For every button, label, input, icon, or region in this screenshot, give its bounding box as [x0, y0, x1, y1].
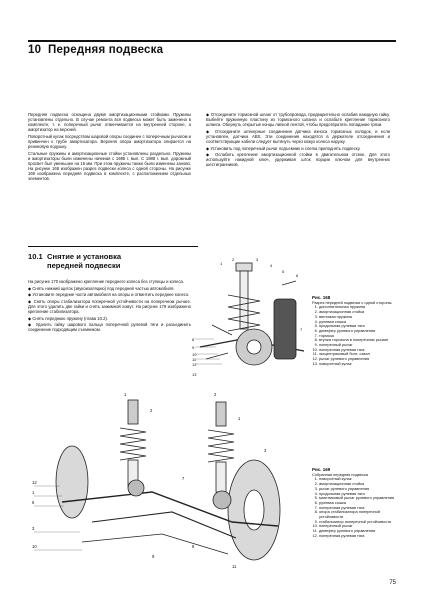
svg-text:6: 6	[32, 500, 35, 505]
right-strut-top	[216, 402, 226, 426]
legend-item: 7. тормоза	[319, 334, 398, 339]
legend-item: 13. поворотный кулак	[319, 362, 398, 367]
right-strut	[216, 462, 226, 492]
svg-text:13: 13	[192, 372, 197, 377]
paragraph: ◆ Установите передние части автомобиля на опоры и отвинтить переднее колесо.	[28, 292, 190, 298]
legend-item: 1. поворотный кулак	[319, 477, 398, 482]
paragraph: ◆ Ослабить крепление амортизационной стойки в двигательном отсеке. Для этого используйте накидной ключ, удерживая шток порции ключом для внутренних шестигранников.	[206, 152, 390, 168]
figure-169-illustration	[32, 372, 300, 572]
paragraph: ◆ Снять нижний щиток (звукоизоляцию) под передней частью автомобиля.	[28, 285, 175, 291]
svg-text:12: 12	[32, 480, 37, 485]
legend-item: 3. винтовая пружина	[319, 315, 398, 320]
svg-text:1: 1	[32, 490, 35, 495]
legend-item: 6. демпфер рулевого управления	[319, 329, 398, 334]
top-mount	[236, 263, 252, 271]
svg-text:8: 8	[192, 544, 195, 549]
svg-text:6: 6	[296, 273, 299, 278]
legend-item: 4. продольная рулевая тяга	[319, 492, 398, 497]
svg-text:4: 4	[270, 263, 273, 268]
figure-caption-text: Собранная передняя подвеска	[312, 471, 368, 477]
svg-text:11: 11	[192, 357, 197, 362]
section-rule	[28, 246, 198, 247]
header-rule	[28, 40, 396, 42]
svg-text:10: 10	[192, 352, 197, 357]
svg-text:1: 1	[220, 261, 223, 266]
chapter-number: 10	[28, 44, 42, 56]
left-wheel	[56, 446, 88, 518]
svg-text:7: 7	[182, 476, 185, 481]
legend-item: 7. поперечная рулевая тяга	[319, 506, 398, 511]
legend-item: 3. рычаг рулевого управления	[319, 487, 398, 492]
paragraph: ◆ Снять опоры стабилизатора поперечной устойчивости на поперечном рычаге. Для этого удалить две гайки и снять зажимной хомут. На рисунке 179 изображено крепление стабилизатора.	[28, 298, 191, 314]
svg-text:2: 2	[214, 392, 217, 397]
paragraph: На рисунке 170 изображено крепление переднего колеса без ступицы и колеса.	[28, 279, 185, 284]
legend-item: 11. демпфер рулевого управления	[319, 529, 398, 534]
paragraph: ◆ Отсоедините штекерные соединения датчика износа тормозных колодок, и если установлен, датчика ABS. Эти соединения находятся в держателе отсоединения и соответствующие кабели следует вытянуть через кожух колеса наружу.	[206, 128, 390, 144]
svg-text:11: 11	[232, 564, 237, 569]
paragraph: ◆ Удалить гайку шарового пальца поперечной рулевой тяги и разъединить соединение подходящим съемником.	[28, 322, 191, 333]
svg-text:3: 3	[264, 448, 267, 453]
figure-168-illustration	[192, 255, 310, 383]
svg-text:5: 5	[282, 269, 285, 274]
intro-left-column	[28, 112, 191, 183]
paragraph: Стальные пружины и амортизационные стойки установлены раздельно. Пружины и амортизаторы были изменены начиная с 1985 г. вып. С 1988 г. вып. дорожный просвет был уменьшен на 15 мм. При этом пружины также были изменены заново. На рисунке 168 изображен разрез подвески колеса с одной стороны. На рисунке 169 изображена передняя подвеска в комплекте, с расположением отдельных элементов.	[28, 150, 191, 182]
paragraph: Поворотный кулак посредством шаровой опоры соединен с поперечным рычагом и привинчен к трубе амортизатора. Верхняя опора амортизатора опирается на резиновую подушку.	[28, 133, 191, 150]
left-strut-top	[128, 400, 138, 424]
figure-label: Рис. 169	[312, 467, 331, 472]
legend-item: 2. амортизационная стойка	[319, 310, 398, 315]
paragraph: ◆ Установить под поперечный рычаг подъемник и слегка приподнять подвеску.	[206, 145, 361, 151]
left-spring	[120, 428, 146, 460]
svg-text:2: 2	[232, 257, 235, 262]
figure-168-caption	[312, 296, 398, 367]
chapter-name: Передняя подвеска	[48, 44, 164, 56]
section-title	[28, 253, 121, 270]
svg-text:1: 1	[238, 416, 241, 421]
legend-item: 5. продольная рулевая тяга	[319, 324, 398, 329]
strut-tube	[240, 271, 248, 329]
figure-caption-text: Разрез передней подвески с одной стороны.	[312, 299, 393, 305]
section-title-line2: передней подвески	[47, 260, 121, 270]
legend-item: 9. стабилизатор поперечной устойчивости	[319, 520, 398, 525]
figure-label: Рис. 168	[312, 295, 331, 300]
svg-text:1: 1	[124, 392, 127, 397]
legend-item: 12. рычаг рулевого управления	[319, 357, 398, 362]
svg-text:3: 3	[32, 526, 35, 531]
section-title-line1: Снятие и установка	[47, 252, 122, 261]
svg-text:10: 10	[32, 544, 37, 549]
legend-item: 6. рулевая сошка	[319, 501, 398, 506]
paragraph: Передняя подвеска оснащена двумя амортизационными стойками. Пружины установлены отдельно. В случае ремонта вся подвеска может быть заменена в комплекте, т. е. поперечный рычаг отвинчивается на внутренней стороне, а амортизатор на верхней.	[28, 112, 191, 133]
svg-text:9: 9	[152, 554, 155, 559]
legend-item: 2. амортизационная стойка	[319, 482, 398, 487]
section-number: 10.1	[28, 252, 43, 261]
right-spring	[208, 430, 234, 462]
figure-legend	[312, 477, 398, 538]
svg-text:7: 7	[300, 327, 303, 332]
lower-arm	[82, 534, 228, 554]
legend-item: 11. эксцентриковый болт, схвал	[319, 352, 398, 357]
figure-169-caption	[312, 468, 398, 539]
legend-item: 8. втулка торсиона в поперечном рычаге	[319, 338, 398, 343]
legend-item: 8. опора стабилизатора поперечной устойчивости	[319, 510, 398, 519]
legend-item: 9. поперечный рычаг	[319, 343, 398, 348]
section-column	[28, 279, 191, 334]
legend-item: 12. поперечная рулевая тяга	[319, 534, 398, 539]
intro-right-column	[206, 112, 390, 169]
legend-item: 5. маятниковый рычаг рулевого управления	[319, 496, 398, 501]
svg-text:9: 9	[192, 345, 195, 350]
svg-text:12: 12	[192, 362, 197, 367]
wheel	[274, 299, 296, 359]
paragraph: ◆ Отсоедините тормозной шланг от трубопровода, предварительно ослабив накидную гайку. Выбейте пружинную пластину из тормозного шланга и ослабьте крепление тормозного шланга. Обернуть открытые концы липкой лентой, чтобы предотвратить попадание грязи.	[206, 112, 390, 128]
svg-text:8: 8	[192, 337, 195, 342]
legend-item: 1. дополнительная пружина	[319, 305, 398, 310]
chapter-title	[28, 44, 163, 56]
legend-item: 10. поперечный рычаг	[319, 524, 398, 529]
svg-text:3: 3	[256, 257, 259, 262]
legend-item: 4. рулевая сошка	[319, 320, 398, 325]
legend-item: 10. поперечная рулевая тяга	[319, 348, 398, 353]
paragraph: ◆ Снять переднюю пружину (глава 10.2).	[28, 315, 108, 321]
page-number: 75	[389, 580, 396, 586]
figure-legend	[312, 305, 398, 366]
svg-text:2: 2	[150, 408, 153, 413]
